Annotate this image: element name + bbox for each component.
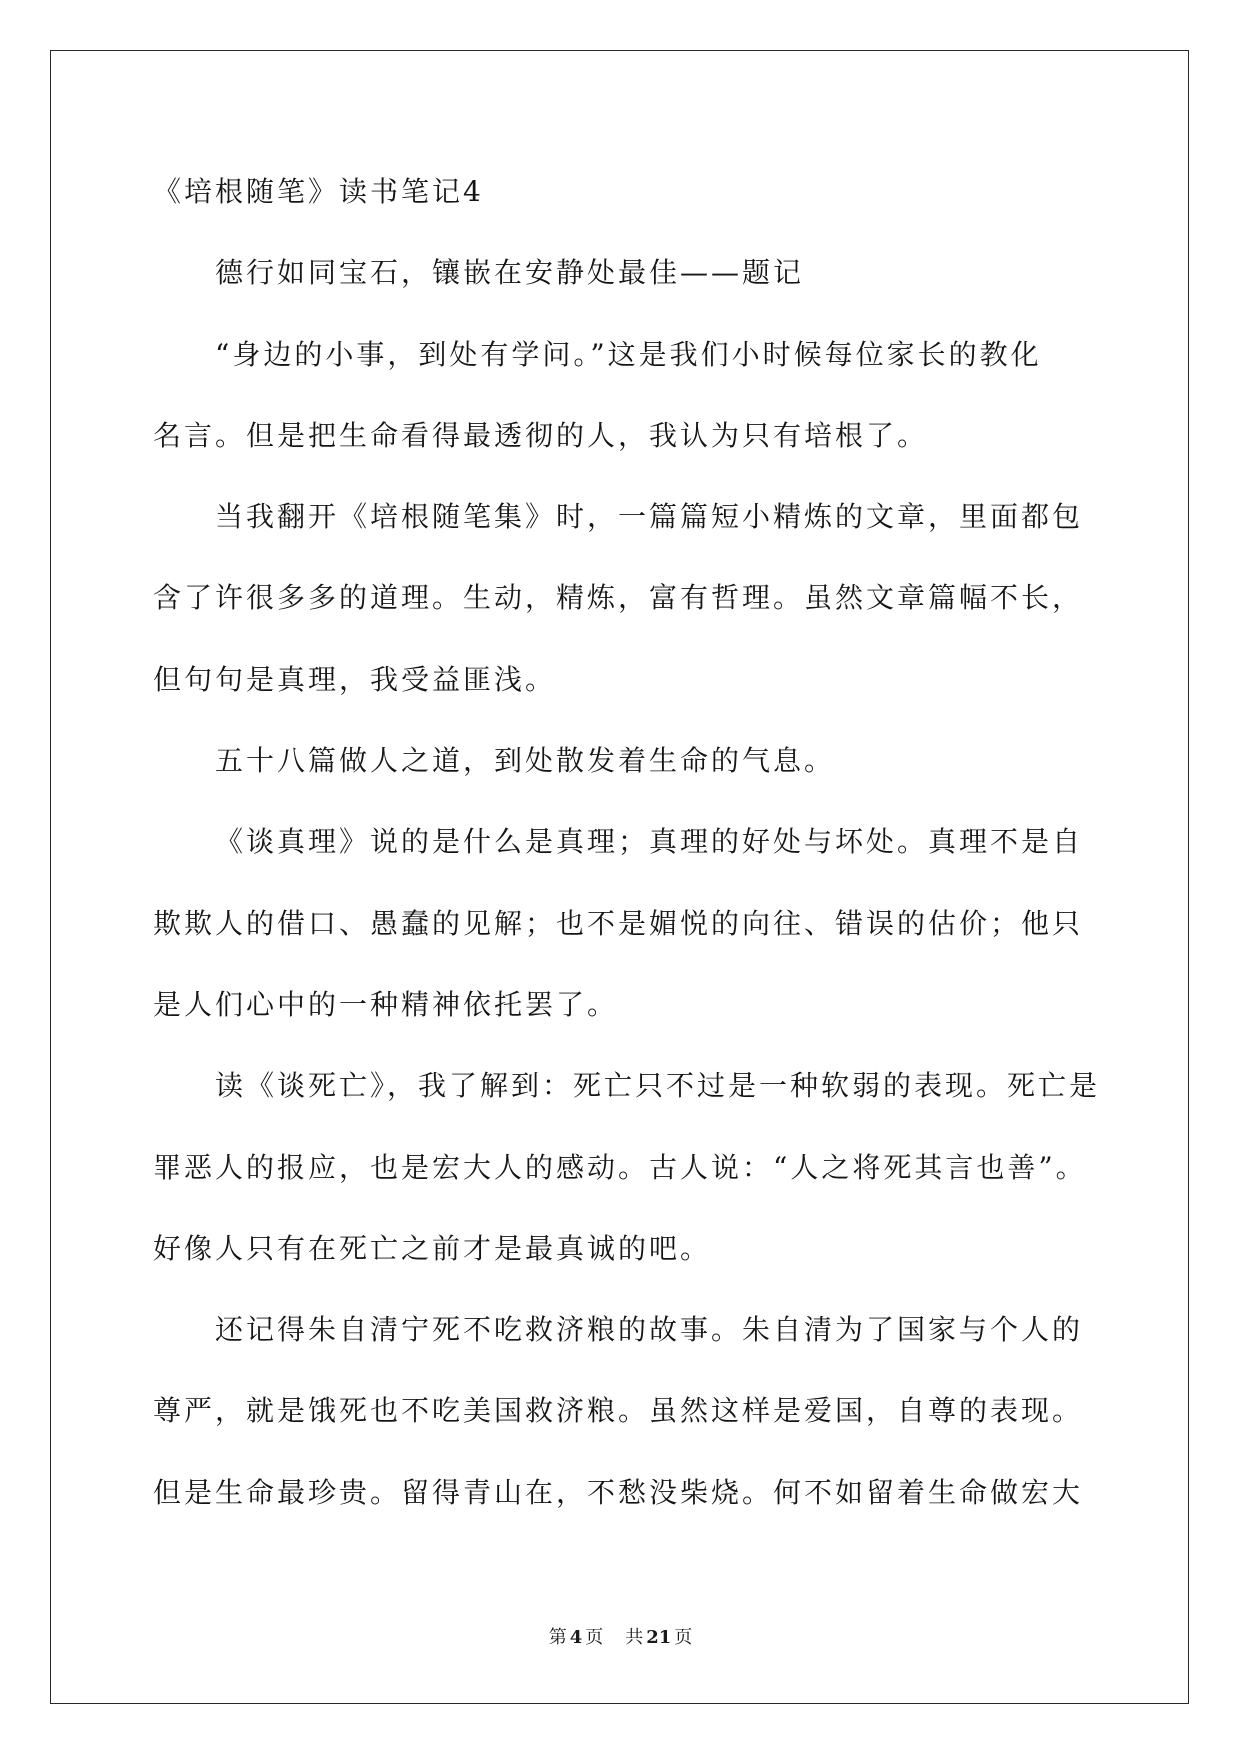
paragraph-line: 五十八篇做人之道，到处散发着生命的气息。 — [215, 744, 836, 778]
paragraph-line: 但是生命最珍贵。留得青山在，不愁没柴烧。何不如留着生命做宏大 — [153, 1475, 1084, 1509]
paragraph-line: 名言。但是把生命看得最透彻的人，我认为只有培根了。 — [153, 418, 929, 452]
paragraph-line: 欺欺人的借口、愚蠢的见解；也不是媚悦的向往、错误的估价；他只 — [153, 906, 1084, 940]
paragraph — [153, 476, 1173, 720]
page-number-label — [549, 1627, 604, 1648]
page-number: 4 — [569, 1627, 583, 1648]
page-suffix: 页 — [585, 1627, 604, 1648]
paragraph-line: 《谈真理》说的是什么是真理；真理的好处与坏处。真理不是自 — [215, 825, 1084, 859]
paragraph-line: 当我翻开《培根随笔集》时，一篇篇短小精炼的文章，里面都包 — [215, 500, 1084, 534]
total-pages-label — [625, 1627, 692, 1648]
paragraph-line: 读《谈死亡》，我了解到：死亡只不过是一种软弱的表现。死亡是 — [215, 1069, 1101, 1103]
document-title: 《培根随笔》读书笔记4 — [153, 175, 484, 208]
paragraph — [153, 232, 1173, 313]
paragraph-line: 德行如同宝石，镶嵌在安静处最佳——题记 — [215, 256, 805, 290]
paragraph-line: “身边的小事，到处有学问。”这是我们小时候每位家长的教化 — [215, 337, 1042, 371]
paragraph — [153, 720, 1173, 801]
paragraph-line: 尊严，就是饿死也不吃美国救济粮。虽然这样是爱国，自尊的表现。 — [153, 1394, 1084, 1428]
paragraph — [153, 1289, 1173, 1533]
paragraph-line: 含了许很多多的道理。生动，精炼，富有哲理。虽然文章篇幅不长， — [153, 581, 1084, 615]
page-prefix: 第 — [548, 1627, 567, 1648]
paragraph — [153, 801, 1173, 1045]
paragraph-line: 好像人只有在死亡之前才是最真诚的吧。 — [153, 1231, 712, 1265]
paragraph-line: 是人们心中的一种精神依托罢了。 — [153, 987, 619, 1021]
total-suffix: 页 — [674, 1627, 693, 1648]
paragraph-line: 罪恶人的报应，也是宏大人的感动。古人说：“人之将死其言也善”。 — [153, 1150, 1087, 1184]
paragraph-line: 还记得朱自清宁死不吃救济粮的故事。朱自清为了国家与个人的 — [215, 1313, 1084, 1347]
paragraph — [153, 1045, 1173, 1289]
total-prefix: 共 — [625, 1627, 644, 1648]
paragraph — [153, 314, 1173, 477]
page-footer — [0, 1626, 1241, 1650]
total-pages: 21 — [646, 1627, 672, 1648]
document-body — [153, 151, 1173, 1533]
paragraph-line: 但句句是真理，我受益匪浅。 — [153, 662, 557, 696]
